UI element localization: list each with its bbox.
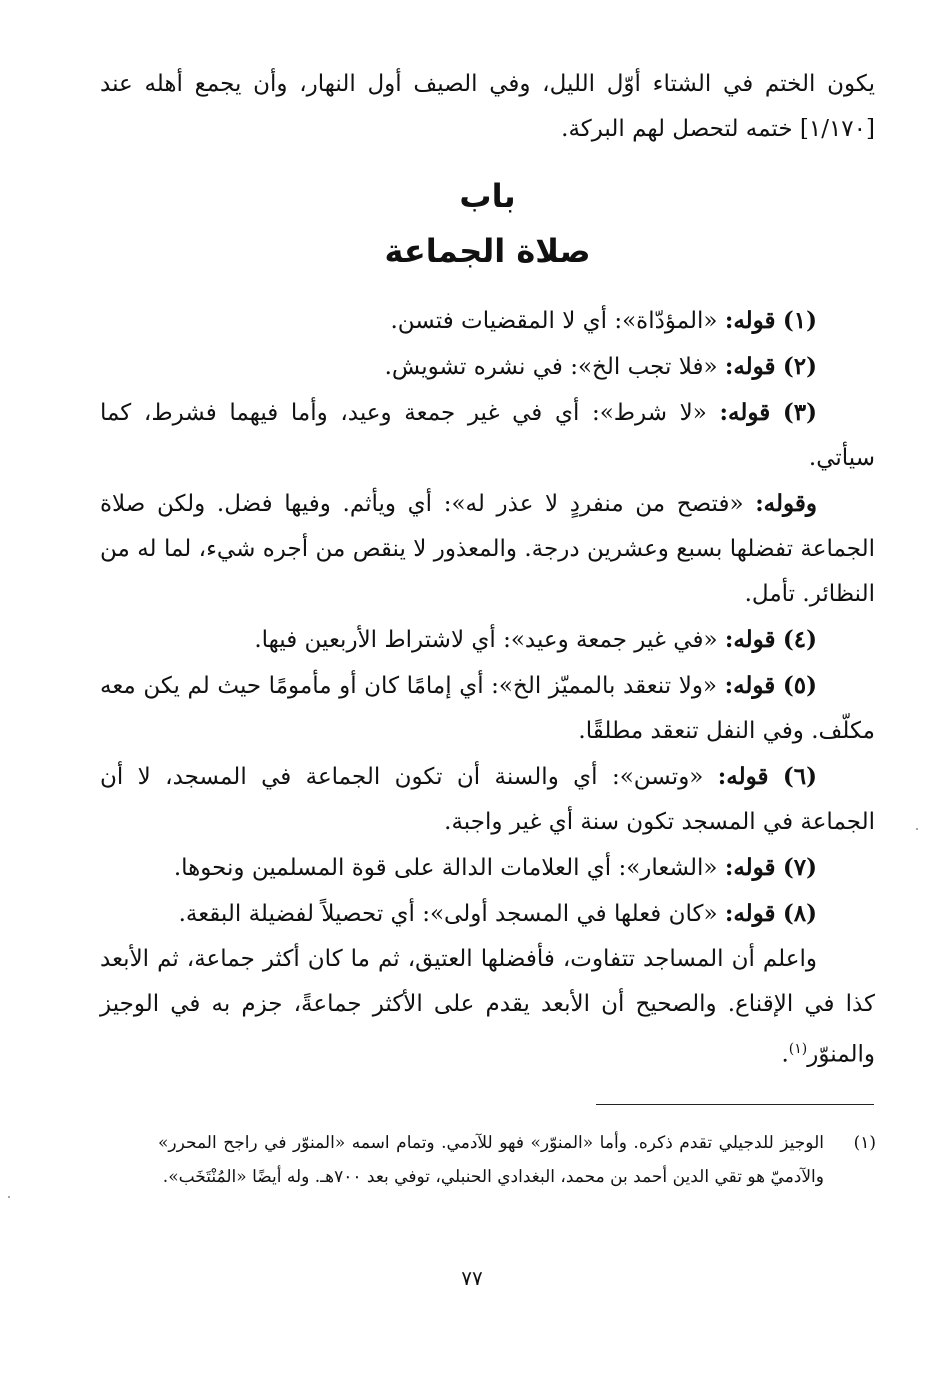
note-number: (٣) [782, 399, 817, 426]
note-text: «فلا تجب الخ»: في نشره تشويش. [384, 354, 718, 380]
note-label: قوله: [724, 353, 776, 380]
page-number: ٧٧ [461, 1266, 483, 1290]
footnote-number: (١) [853, 1133, 876, 1153]
closing-paragraph-end: . [781, 1041, 789, 1068]
note-number: (٧) [782, 854, 817, 881]
note-text: «المؤدّاة»: أي لا المقضيات فتسن. [390, 308, 718, 334]
note-text: «في غير جمعة وعيد»: أي لاشتراط الأربعين فيها. [254, 627, 718, 653]
note-item [100, 754, 875, 845]
closing-paragraph-text: واعلم أن المساجد تتفاوت، فأفضلها العتيق، ثم ما كان أكثر جماعة، ثم الأبعد كذا في الإقناع. والصحيح أن الأبعد يقدم على الأكثر جماعةً، جزم به في الوجيز والمنوّر [100, 946, 875, 1068]
opening-paragraph [100, 62, 875, 152]
note-label: قوله: [724, 900, 776, 927]
note-number: (٦) [782, 763, 818, 790]
footnote [158, 1126, 876, 1194]
note-item [100, 845, 875, 891]
note-item [100, 344, 875, 390]
note-number: (٤) [782, 626, 817, 653]
note-text: «وتسن»: أي والسنة أن تكون الجماعة في المسجد، لا أن الجماعة في المسجد تكون سنة أي غير واجبة. [100, 764, 875, 835]
note-text: «ولا تنعقد بالمميّز الخ»: أي إمامًا كان أو مأمومًا حيث لم يكن معه مكلّف. وفي النفل تنعقد مطلقًا. [100, 673, 875, 744]
section-title: صلاة الجماعة [384, 232, 591, 270]
footnote-separator [596, 1104, 874, 1105]
footnote-reference: (١) [788, 1041, 808, 1057]
note-text: «الشعار»: أي العلامات الدالة على قوة المسلمين ونحوها. [173, 855, 718, 881]
note-number: (٢) [782, 353, 817, 380]
note-item [100, 617, 875, 663]
note-label: وقوله: [755, 490, 817, 517]
note-label: قوله: [724, 854, 776, 881]
note-item [100, 663, 875, 754]
note-number: (٥) [782, 672, 818, 699]
note-label: قوله: [724, 626, 776, 653]
note-number: (١) [782, 307, 817, 334]
footnote-text: الوجيز للدجيلي تقدم ذكره. وأما «المنوّر» فهو للآدمي. وتمام اسمه «المنوّر في راجح المحرر» والآدميّ هو تقي الدين أحمد بن محمد، البغدادي الحنبلي، توفي بعد ٧٠٠هـ. وله أيضًا «المُنْتَخَب». [158, 1133, 824, 1187]
closing-paragraph [100, 937, 875, 1078]
note-item [100, 390, 875, 481]
commentary-notes [100, 298, 875, 1078]
note-label: قوله: [724, 672, 776, 699]
scan-speck [8, 1196, 10, 1198]
note-item [100, 481, 875, 617]
note-label: قوله: [719, 399, 771, 426]
scan-speck [916, 828, 918, 830]
note-text: «لا شرط»: أي في غير جمعة وعيد، وأما فيهما فشرط، كما سيأتي. [100, 400, 875, 471]
note-text: «فتصح من منفردٍ لا عذر له»: أي ويأثم. وفيها فضل. ولكن صلاة الجماعة تفضلها بسبع وعشرين درجة. والمعذور لا ينقص من أجره شيء، لما له من النظائر. تأمل. [100, 491, 875, 607]
opening-paragraph-text: يكون الختم في الشتاء أوّل الليل، وفي الصيف أول النهار، وأن يجمع أهله عند [١/١٧٠] ختمه لتحصل لهم البركة. [100, 71, 875, 142]
note-label: قوله: [724, 307, 776, 334]
note-item [100, 891, 875, 937]
section-heading-bab: باب [459, 177, 516, 215]
note-text: «كان فعلها في المسجد أولى»: أي تحصيلاً لفضيلة البقعة. [178, 901, 718, 927]
note-label: قوله: [717, 763, 769, 790]
note-number: (٨) [782, 900, 817, 927]
note-item [100, 298, 875, 344]
